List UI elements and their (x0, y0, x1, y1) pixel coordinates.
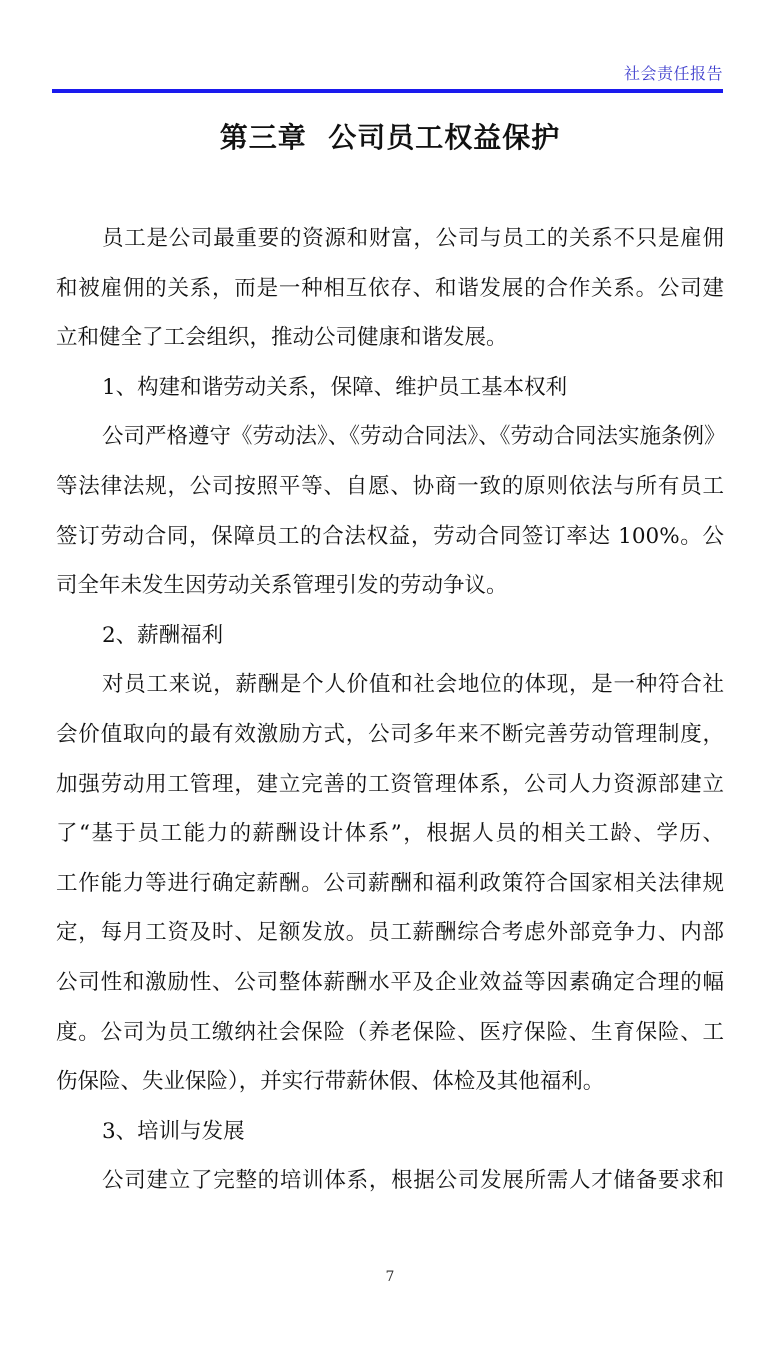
body-text (56, 214, 724, 1206)
text-line: 了“基于员工能力的薪酬设计体系”，根据人员的相关工龄、学历、 (56, 821, 724, 847)
text-line: 公司建立了完整的培训体系，根据公司发展所需人才储备要求和 (102, 1168, 724, 1194)
page-header (52, 62, 723, 90)
section-compensation (56, 611, 724, 1107)
text-line: 定，每月工资及时、足额发放。员工薪酬综合考虑外部竞争力、内部 (56, 920, 724, 946)
header-rule (52, 89, 723, 93)
text-line: 等法律法规，公司按照平等、自愿、协商一致的原则依法与所有员工 (56, 473, 724, 499)
text-line: 签订劳动合同，保障员工的合法权益，劳动合同签订率达 100%。公 (56, 523, 724, 549)
text-line: 公司严格遵守《劳动法》、《劳动合同法》、《劳动合同法实施条例》 (102, 424, 726, 450)
text-line: 公司性和激励性、公司整体薪酬水平及企业效益等因素确定合理的幅 (56, 969, 724, 995)
intro-paragraph (56, 214, 724, 363)
text-line: 度。公司为员工缴纳社会保险（养老保险、医疗保险、生育保险、工 (56, 1019, 724, 1045)
text-line: 加强劳动用工管理，建立完善的工资管理体系，公司人力资源部建立 (56, 771, 724, 797)
text-line: 司全年未发生因劳动关系管理引发的劳动争议。 (56, 573, 508, 599)
text-line: 和被雇佣的关系，而是一种相互依存、和谐发展的合作关系。公司建 (56, 275, 724, 301)
report-name-label: 社会责任报告 (623, 64, 723, 83)
page-number: 7 (385, 1269, 395, 1285)
section-labor-relations (56, 363, 724, 611)
section-training (56, 1107, 724, 1206)
text-line: 会价值取向的最有效激励方式，公司多年来不断完善劳动管理制度， (56, 721, 724, 747)
text-line: 伤保险、失业保险），并实行带薪休假、体检及其他福利。 (56, 1069, 605, 1095)
chapter-title: 第三章 公司员工权益保护 (219, 121, 561, 154)
section-heading: 2、薪酬福利 (102, 622, 224, 648)
text-line: 工作能力等进行确定薪酬。公司薪酬和福利政策符合国家相关法律规 (56, 870, 724, 896)
section-heading: 1、构建和谐劳动关系，保障、维护员工基本权利 (102, 374, 568, 400)
text-line: 对员工来说，薪酬是个人价值和社会地位的体现，是一种符合社 (102, 672, 724, 698)
text-line: 员工是公司最重要的资源和财富，公司与员工的关系不只是雇佣 (102, 226, 724, 251)
text-line: 立和健全了工会组织，推动公司健康和谐发展。 (56, 325, 508, 351)
section-heading: 3、培训与发展 (102, 1118, 245, 1144)
